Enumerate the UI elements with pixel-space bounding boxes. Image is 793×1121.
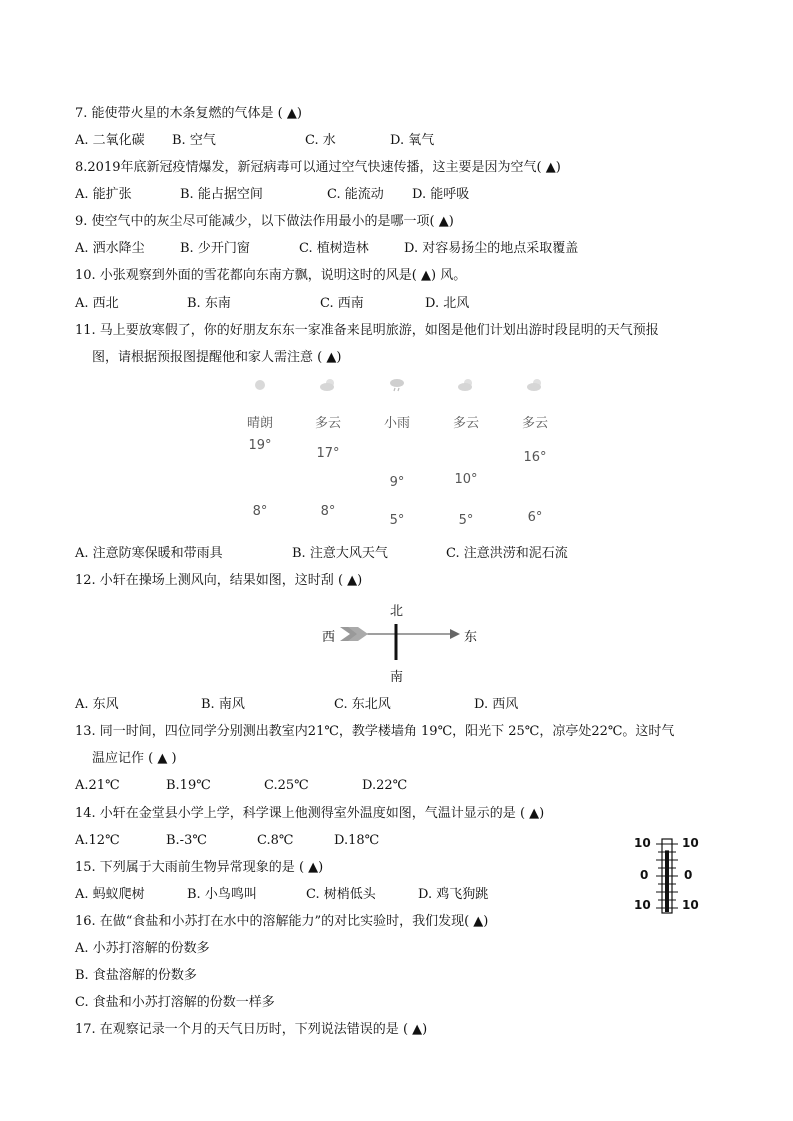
q12-option-a: A. 东风 bbox=[75, 697, 119, 712]
forecast-low: 8° bbox=[320, 504, 336, 519]
question-13-stem-cont: 温应记作 ( ▲ ) bbox=[92, 751, 177, 766]
forecast-day-5 bbox=[510, 378, 560, 525]
question-11-stem-cont: 图，请根据预报图提醒他和家人需注意 ( ▲) bbox=[92, 350, 342, 365]
weather-forecast bbox=[235, 378, 565, 538]
forecast-day-3 bbox=[372, 378, 422, 528]
q9-option-a: A. 洒水降尘 bbox=[75, 241, 145, 256]
forecast-label: 晴朗 bbox=[246, 416, 273, 431]
q16-option-c: C. 食盐和小苏打溶解的份数一样多 bbox=[75, 995, 275, 1010]
question-15-stem: 15. 下列属于大雨前生物异常现象的是 ( ▲) bbox=[75, 860, 324, 875]
question-17-stem: 17. 在观察记录一个月的天气日历时，下列说法错误的是 ( ▲) bbox=[75, 1022, 428, 1037]
question-7-stem: 7. 能使带火星的木条复燃的气体是 ( ▲) bbox=[75, 106, 302, 121]
question-12-stem: 12. 小轩在操场上测风向，结果如图，这时刮 ( ▲) bbox=[75, 573, 363, 588]
q8-option-a: A. 能扩张 bbox=[75, 187, 132, 202]
forecast-low: 5° bbox=[389, 513, 405, 528]
thermo-label-top-right: 10 bbox=[682, 836, 699, 850]
q8-option-d: D. 能呼吸 bbox=[412, 187, 470, 202]
q10-option-c: C. 西南 bbox=[320, 296, 364, 311]
q16-option-a: A. 小苏打溶解的份数多 bbox=[75, 941, 210, 956]
thermometer bbox=[632, 836, 702, 916]
q11-option-c: C. 注意洪涝和泥石流 bbox=[446, 546, 568, 561]
forecast-day-4 bbox=[441, 378, 491, 528]
q7-option-d: D. 氧气 bbox=[390, 133, 435, 148]
q8-option-c: C. 能流动 bbox=[327, 187, 384, 202]
q9-option-c: C. 植树造林 bbox=[299, 241, 369, 256]
forecast-day-1 bbox=[235, 378, 285, 519]
wind-label-west: 西 bbox=[322, 630, 336, 645]
q14-option-d: D.18℃ bbox=[334, 833, 380, 848]
q9-option-d: D. 对容易扬尘的地点采取覆盖 bbox=[404, 241, 579, 256]
forecast-high: 16° bbox=[523, 450, 547, 465]
question-8-stem: 8.2019年底新冠疫情爆发，新冠病毒可以通过空气快速传播，这主要是因为空气( ▲) bbox=[75, 160, 561, 175]
thermo-label-bottom-right: 10 bbox=[682, 898, 699, 912]
q15-option-d: D. 鸡飞狗跳 bbox=[418, 887, 489, 902]
forecast-high: 19° bbox=[248, 438, 272, 453]
q12-option-c: C. 东北风 bbox=[334, 697, 391, 712]
forecast-low: 6° bbox=[527, 510, 543, 525]
forecast-low: 8° bbox=[252, 504, 268, 519]
wind-label-south: 南 bbox=[390, 670, 404, 685]
q8-option-b: B. 能占据空间 bbox=[180, 187, 263, 202]
forecast-label: 多云 bbox=[452, 416, 479, 431]
q15-option-b: B. 小鸟鸣叫 bbox=[187, 887, 257, 902]
q11-option-a: A. 注意防寒保暖和带雨具 bbox=[75, 546, 223, 561]
q13-option-a: A.21℃ bbox=[75, 778, 120, 793]
question-11-stem: 11. 马上要放寒假了，你的好朋友东东一家准备来昆明旅游，如图是他们计划出游时段昆明的天气预报 bbox=[75, 323, 659, 338]
forecast-label: 多云 bbox=[314, 416, 341, 431]
cloudy-icon bbox=[318, 378, 338, 392]
question-16-stem: 16. 在做“食盐和小苏打在水中的溶解能力”的对比实验时，我们发现( ▲) bbox=[75, 914, 489, 929]
wind-vane-diagram bbox=[310, 598, 490, 688]
q13-option-b: B.19℃ bbox=[166, 778, 211, 793]
question-13-stem: 13. 同一时间，四位同学分别测出教室内21℃，教学楼墙角 19℃，阳光下 25℃，凉亭处22℃。这时气 bbox=[75, 724, 675, 739]
forecast-high: 9° bbox=[389, 475, 405, 490]
q12-option-b: B. 南风 bbox=[201, 697, 245, 712]
q9-option-b: B. 少开门窗 bbox=[180, 241, 250, 256]
forecast-day-2 bbox=[303, 378, 353, 519]
q7-option-a: A. 二氧化碳 bbox=[75, 133, 145, 148]
cloudy-icon bbox=[456, 378, 476, 392]
thermo-label-top-left: 10 bbox=[634, 836, 651, 850]
thermo-label-mid-right: 0 bbox=[684, 868, 693, 882]
q10-option-a: A. 西北 bbox=[75, 296, 119, 311]
q15-option-a: A. 蚂蚁爬树 bbox=[75, 887, 145, 902]
q13-option-c: C.25℃ bbox=[264, 778, 309, 793]
q16-option-b: B. 食盐溶解的份数多 bbox=[75, 968, 197, 983]
q11-option-b: B. 注意大风天气 bbox=[292, 546, 388, 561]
forecast-high: 10° bbox=[454, 472, 478, 487]
thermo-label-mid-left: 0 bbox=[640, 868, 649, 882]
wind-label-east: 东 bbox=[464, 630, 478, 645]
thermo-label-bottom-left: 10 bbox=[634, 898, 651, 912]
q14-option-c: C.8℃ bbox=[257, 833, 294, 848]
forecast-label: 多云 bbox=[521, 416, 548, 431]
q10-option-b: B. 东南 bbox=[187, 296, 231, 311]
q12-option-d: D. 西风 bbox=[474, 697, 519, 712]
question-14-stem: 14. 小轩在金堂县小学上学，科学课上他测得室外温度如图，气温计显示的是 ( ▲) bbox=[75, 806, 545, 821]
light-rain-icon bbox=[387, 378, 407, 392]
q7-option-b: B. 空气 bbox=[172, 133, 216, 148]
q7-option-c: C. 水 bbox=[305, 133, 336, 148]
forecast-label: 小雨 bbox=[383, 416, 410, 431]
q15-option-c: C. 树梢低头 bbox=[306, 887, 376, 902]
sunny-icon bbox=[250, 378, 270, 392]
q14-option-b: B.-3℃ bbox=[166, 833, 207, 848]
q13-option-d: D.22℃ bbox=[362, 778, 408, 793]
question-10-stem: 10. 小张观察到外面的雪花都向东南方飘，说明这时的风是( ▲) 风。 bbox=[75, 268, 467, 283]
q10-option-d: D. 北风 bbox=[425, 296, 470, 311]
forecast-high: 17° bbox=[316, 446, 340, 461]
q14-option-a: A.12℃ bbox=[75, 833, 120, 848]
forecast-low: 5° bbox=[458, 513, 474, 528]
cloudy-icon bbox=[525, 378, 545, 392]
wind-label-north: 北 bbox=[390, 604, 404, 619]
question-9-stem: 9. 使空气中的灰尘尽可能减少，以下做法作用最小的是哪一项( ▲) bbox=[75, 214, 454, 229]
